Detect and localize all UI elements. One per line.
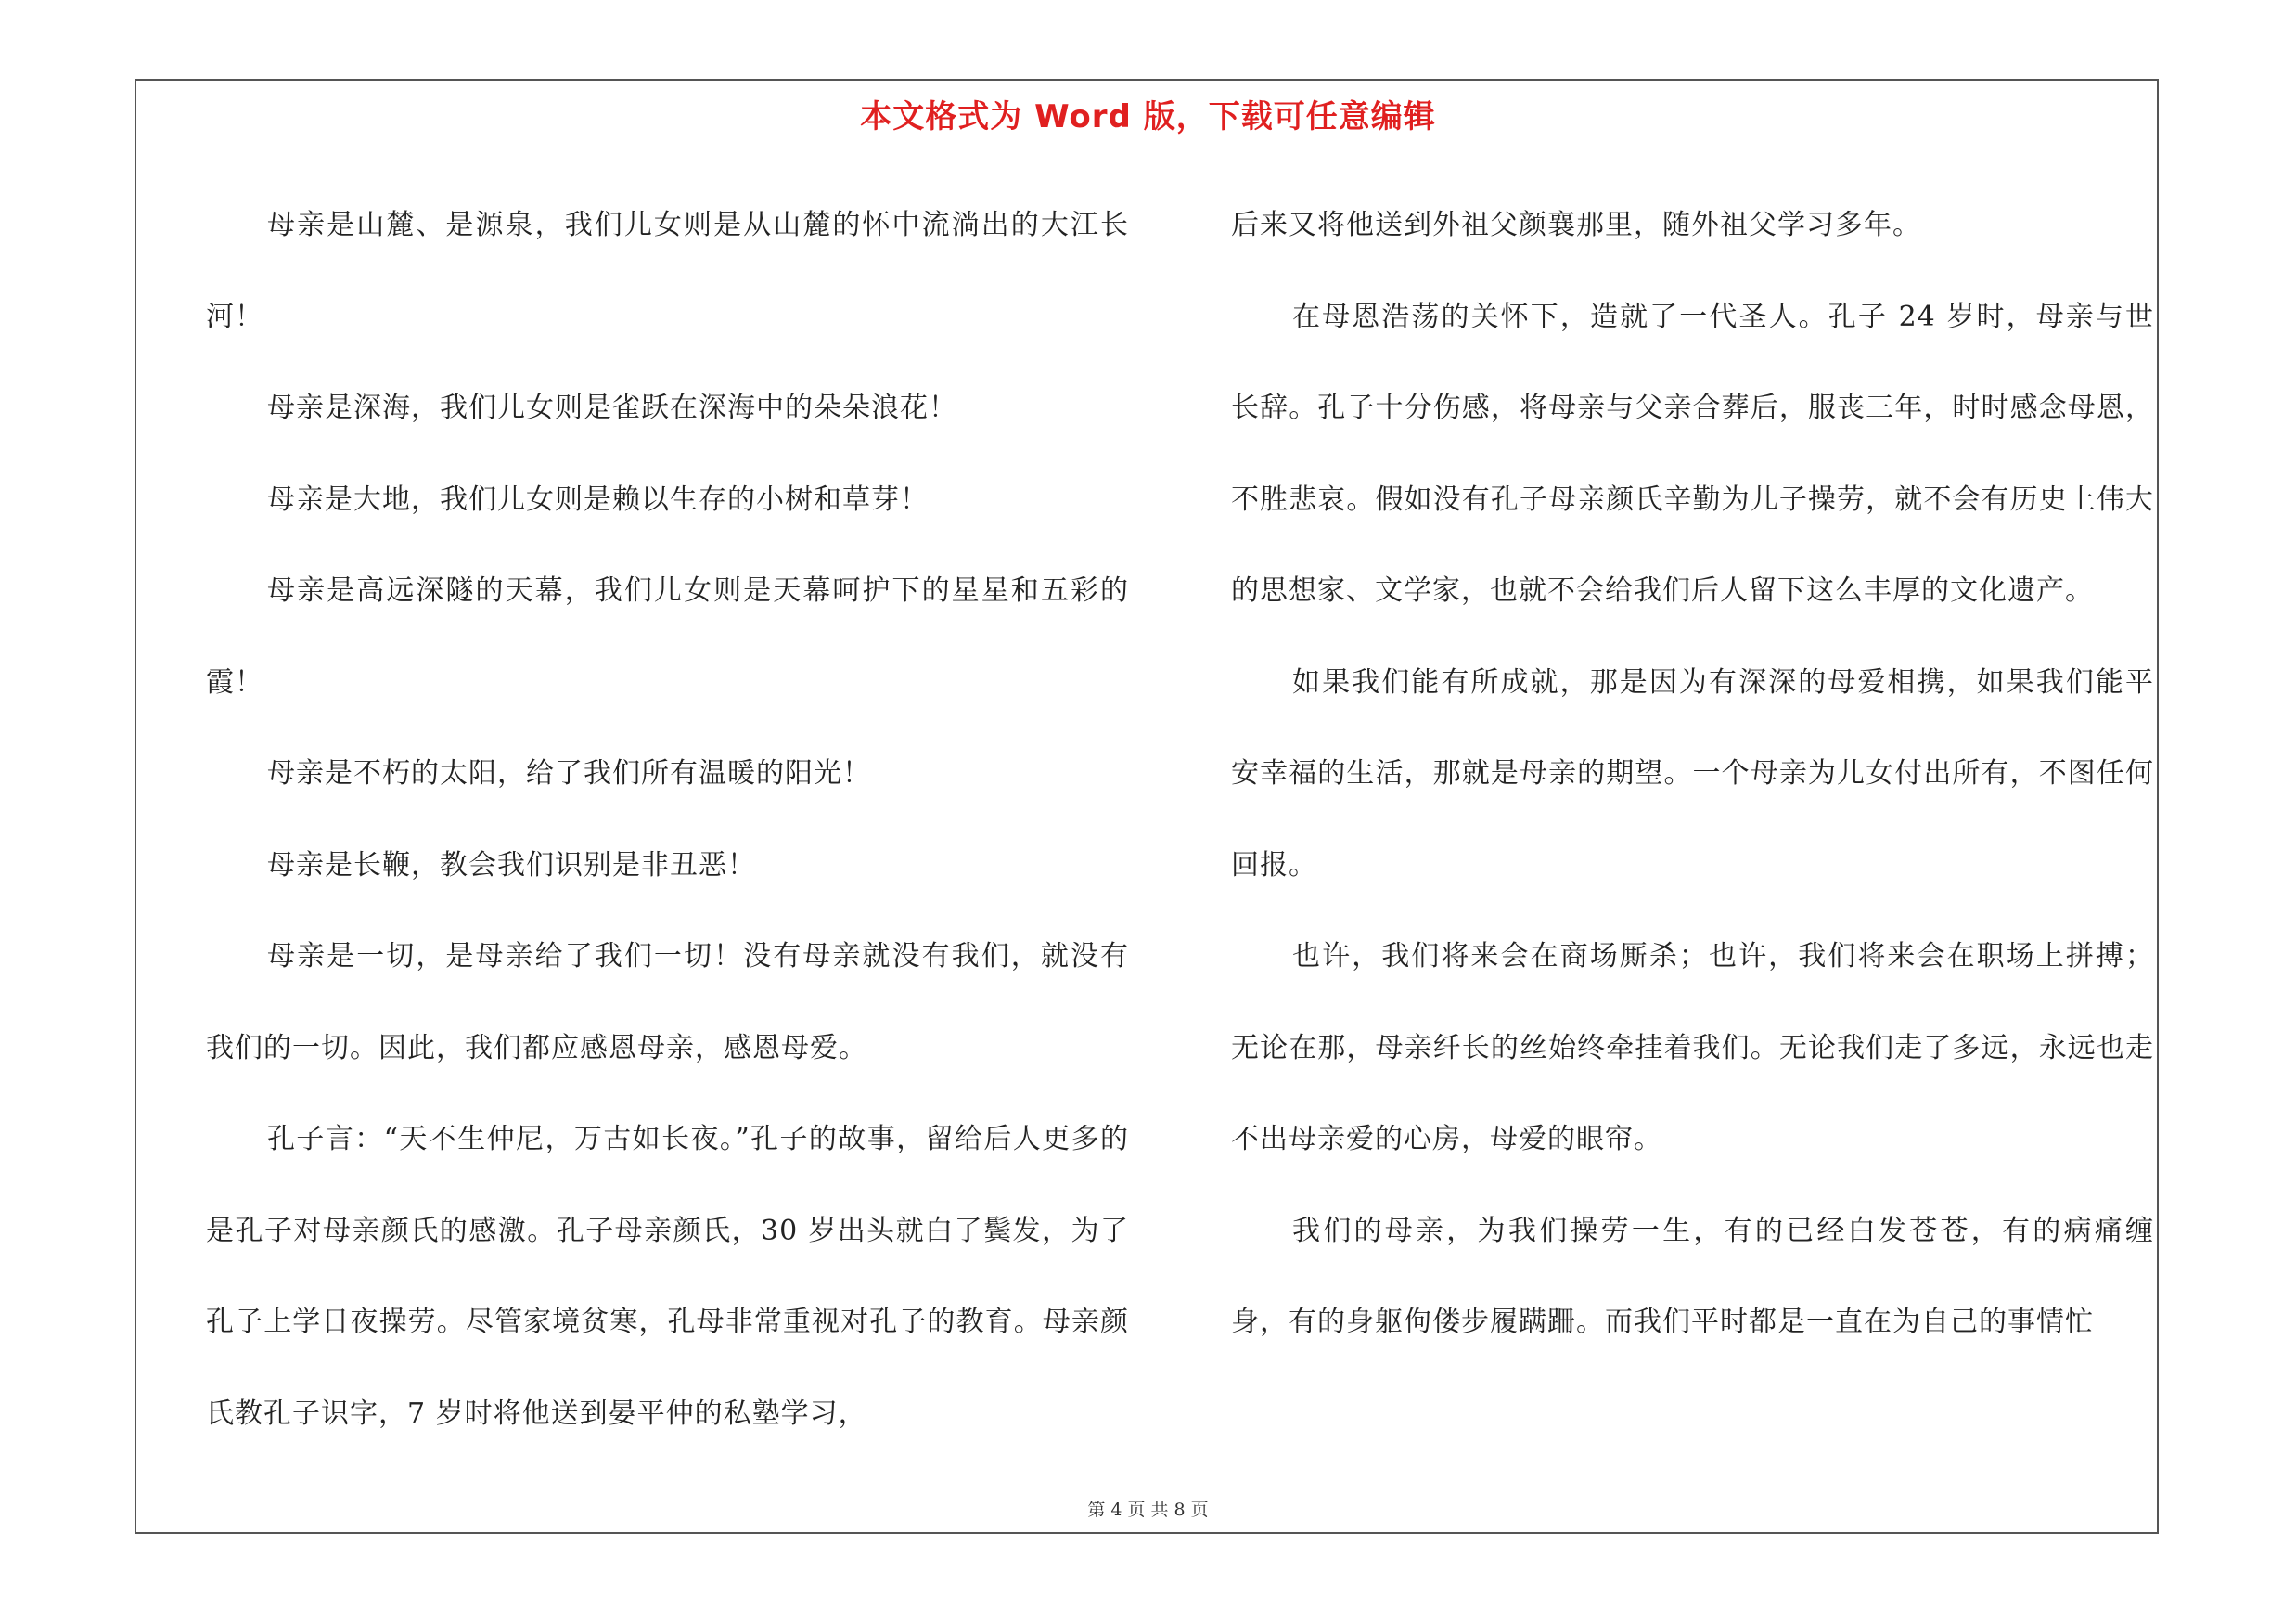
paragraph: 如果我们能有所成就，那是因为有深深的母爱相携，如果我们能平安幸福的生活，那就是母亲的期望。一个母亲为儿女付出所有，不图任何回报。 <box>1231 665 2154 882</box>
paragraph: 也许，我们将来会在商场厮杀；也许，我们将来会在职场上拼搏；无论在那，母亲纤长的丝始终牵挂着我们。无论我们走了多远，永远也走不出母亲爱的心房，母爱的眼帘。 <box>1231 940 2154 1155</box>
paragraph: 母亲是一切，是母亲给了我们一切！没有母亲就没有我们，就没有我们的一切。因此，我们都应感恩母亲，感恩母爱。 <box>206 940 1129 1064</box>
paragraph: 孔子言：“天不生仲尼，万古如长夜。”孔子的故事，留给后人更多的是孔子对母亲颜氏的感激。孔子母亲颜氏，30 岁出头就白了鬓发，为了孔子上学日夜操劳。尽管家境贫寒，孔母非常重视对孔子的教育。母亲颜氏教孔子识字，7 岁时将他送到晏平仲的私塾学习， <box>206 1123 1129 1430</box>
paragraph: 母亲是不朽的太阳，给了我们所有温暖的阳光！ <box>267 757 871 790</box>
paragraph: 母亲是山麓、是源泉，我们儿女则是从山麓的怀中流淌出的大江长河！ <box>206 209 1129 333</box>
right-text-column <box>1231 180 2154 1369</box>
paragraph: 在母恩浩荡的关怀下，造就了一代圣人。孔子 24 岁时，母亲与世长辞。孔子十分伤感，将母亲与父亲合葬后，服丧三年，时时感念母恩，不胜悲哀。假如没有孔子母亲颜氏辛勤为儿子操劳，就不会有历史上伟大的思想家、文学家，也就不会给我们后人留下这么丰厚的文化遗产。 <box>1231 300 2154 607</box>
page-number-footer: 第 4 页 共 8 页 <box>1087 1500 1209 1520</box>
paragraph: 母亲是大地，我们儿女则是赖以生存的小树和草芽！ <box>267 483 929 516</box>
paragraph: 母亲是长鞭，教会我们识别是非丑恶！ <box>267 848 756 882</box>
paragraph: 我们的母亲，为我们操劳一生，有的已经白发苍苍，有的病痛缠身，有的身躯佝偻步履蹒跚。而我们平时都是一直在为自己的事情忙 <box>1231 1214 2154 1338</box>
left-text-column <box>206 180 1129 1460</box>
paragraph-continued: 后来又将他送到外祖父颜襄那里，随外祖父学习多年。 <box>1231 209 1921 241</box>
paragraph: 母亲是高远深隧的天幕，我们儿女则是天幕呵护下的星星和五彩的霞！ <box>206 574 1129 699</box>
paragraph: 母亲是深海，我们儿女则是雀跃在深海中的朵朵浪花！ <box>267 392 957 424</box>
format-notice-banner: 本文格式为 Word 版，下载可任意编辑 <box>860 98 1436 135</box>
